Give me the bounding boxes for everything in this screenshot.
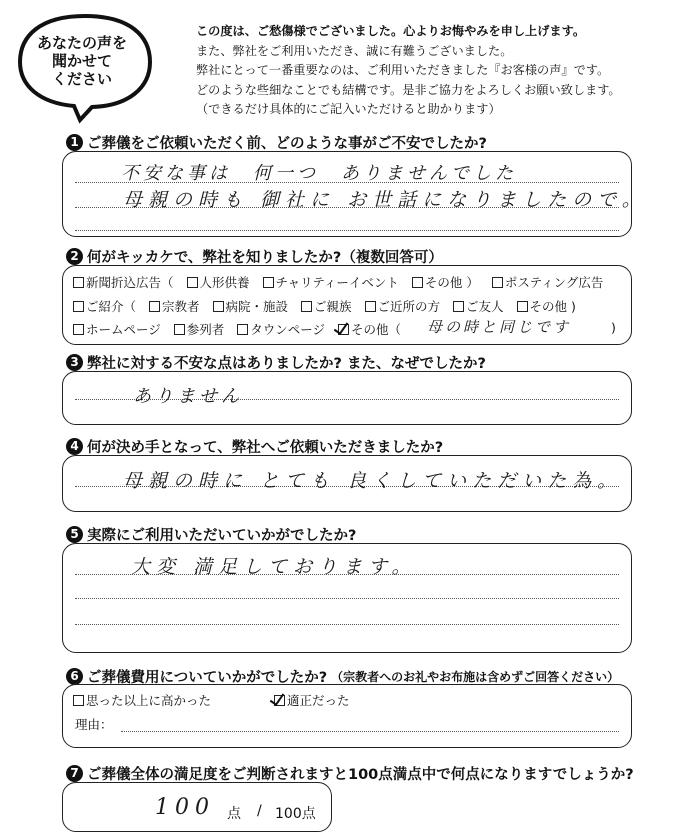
paren-close: ) xyxy=(611,320,616,335)
handwritten-score: 100 xyxy=(155,795,215,820)
bubble-text: あなたの声を 聞かせて ください xyxy=(36,34,127,88)
checkbox-icon[interactable] xyxy=(73,695,84,706)
voice-bubble xyxy=(10,6,160,124)
option-appropriate[interactable]: 適正だった xyxy=(274,693,350,708)
question-4-title xyxy=(66,436,443,457)
option-shukyo[interactable]: 宗教者 xyxy=(149,299,200,314)
option-yujin[interactable]: ご友人 xyxy=(453,299,504,314)
question-7-title xyxy=(66,763,634,784)
option-homepage[interactable]: ホームページ xyxy=(73,322,161,337)
question-text: 何がキッカケで、弊社を知りましたか?（複数回答可） xyxy=(87,250,443,266)
checkbox-icon[interactable] xyxy=(213,301,224,312)
question-note: （宗教者へのお礼やお布施は含めずご回答ください） xyxy=(331,670,620,684)
intro-line: 弊社にとって一番重要なのは、ご利用いただきました『お客様の声』です。 xyxy=(196,63,610,77)
checkbox-icon[interactable] xyxy=(492,277,503,288)
intro-line: また、弊社をご利用いただき、誠に有難うございました。 xyxy=(196,43,513,58)
option-other-2[interactable]: その他 ) xyxy=(517,299,576,314)
answer-box-5[interactable] xyxy=(62,543,632,653)
question-text: 実際にご利用いただいていかがでしたか? xyxy=(87,528,357,544)
option-shimbun[interactable]: 新聞折込広告（ xyxy=(73,275,174,290)
option-other-1[interactable]: その他 ） xyxy=(412,275,479,290)
checkbox-icon[interactable] xyxy=(517,301,528,312)
question-text: ご葬儀をご依頼いただく前、どのような事がご不安でしたか? xyxy=(87,136,487,152)
intro-line: （できるだけ具体的にご記入いただけると助かります） xyxy=(196,102,501,116)
option-row xyxy=(73,273,612,291)
checkbox-icon[interactable] xyxy=(365,301,376,312)
option-posting[interactable]: ポスティング広告 xyxy=(492,275,604,290)
question-1-title xyxy=(66,132,487,153)
score-slash: / xyxy=(257,803,262,819)
option-townpage[interactable]: タウンページ xyxy=(237,322,325,337)
question-number-badge: 4 xyxy=(66,438,83,455)
question-number-badge: 3 xyxy=(66,354,83,371)
option-byoin[interactable]: 病院・施設 xyxy=(213,299,289,314)
checkbox-icon[interactable] xyxy=(174,324,185,335)
question-3-title xyxy=(66,352,486,373)
handwritten-answer: 不安な事は 何一つ ありませんでした xyxy=(121,163,517,184)
question-number-badge: 5 xyxy=(66,526,83,543)
option-kinjo[interactable]: ご近所の方 xyxy=(365,299,441,314)
handwritten-answer: ありません xyxy=(133,386,243,407)
checkbox-icon[interactable] xyxy=(453,301,464,312)
question-text: 何が決め手となって、弊社へご依頼いただきましたか? xyxy=(87,440,444,456)
question-number-badge: 2 xyxy=(66,248,83,265)
option-charity[interactable]: チャリティーイベント xyxy=(263,275,399,290)
checkbox-icon[interactable] xyxy=(187,277,198,288)
option-row xyxy=(73,691,359,709)
score-unit: 点 xyxy=(227,806,241,822)
checkbox-icon[interactable] xyxy=(73,301,84,312)
checkbox-icon[interactable] xyxy=(263,277,274,288)
option-shinzoku[interactable]: ご親族 xyxy=(301,299,352,314)
question-text: 弊社に対する不安な点はありましたか? また、なぜでしたか? xyxy=(87,356,486,372)
checkbox-icon[interactable] xyxy=(149,301,160,312)
question-number-badge: 7 xyxy=(66,765,83,782)
answer-box-2 xyxy=(62,265,632,345)
answer-box-1[interactable] xyxy=(62,151,647,237)
intro-text xyxy=(196,22,621,120)
option-shokai[interactable]: ご紹介（ xyxy=(73,299,136,314)
option-sanretsu[interactable]: 参列者 xyxy=(174,322,225,337)
intro-line: どのような些細なことでも結構です。是非ご協力をよろしくお願い致します。 xyxy=(196,82,621,97)
handwritten-other: 母の時と同じです xyxy=(427,318,572,336)
handwritten-answer: 大変 満足しております。 xyxy=(131,556,417,578)
handwritten-answer: 母親の時も 御社に お世話になりましたので。 xyxy=(123,189,647,211)
intro-line: この度は、ご愁傷様でございました。心よりお悔やみを申し上げます。 xyxy=(196,24,586,38)
option-ningyo[interactable]: 人形供養 xyxy=(187,275,250,290)
reason-line[interactable] xyxy=(121,731,619,732)
question-text: ご葬儀全体の満足度をご判断されますと100点満点中で何点になりますでしょうか? xyxy=(87,767,634,783)
answer-box-3[interactable] xyxy=(62,371,632,425)
question-2-title xyxy=(66,246,443,267)
handwritten-answer: 母親の時に とても 良くしていただいた為。 xyxy=(123,470,623,492)
option-other-3[interactable]: その他（ xyxy=(338,322,401,337)
question-number-badge: 1 xyxy=(66,134,83,151)
answer-box-4[interactable] xyxy=(62,455,632,512)
checkbox-icon[interactable] xyxy=(73,277,84,288)
question-text: ご葬儀費用についていかがでしたか? xyxy=(87,670,328,686)
answer-line xyxy=(75,598,619,599)
question-5-title xyxy=(66,524,356,545)
checked-checkbox-icon[interactable] xyxy=(274,695,285,706)
checkbox-icon[interactable] xyxy=(412,277,423,288)
checkbox-icon[interactable] xyxy=(237,324,248,335)
score-box[interactable] xyxy=(62,782,332,832)
checked-checkbox-icon[interactable] xyxy=(338,324,349,335)
option-row xyxy=(73,297,585,315)
answer-line xyxy=(75,624,619,625)
checkbox-icon[interactable] xyxy=(301,301,312,312)
question-number-badge: 6 xyxy=(66,668,83,685)
option-row xyxy=(73,320,410,338)
answer-line xyxy=(75,230,619,231)
checkbox-icon[interactable] xyxy=(73,324,84,335)
reason-label: 理由： xyxy=(75,717,113,732)
option-expensive[interactable]: 思った以上に高かった xyxy=(73,693,211,708)
score-max: 100点 xyxy=(275,806,316,822)
answer-box-6 xyxy=(62,684,632,748)
